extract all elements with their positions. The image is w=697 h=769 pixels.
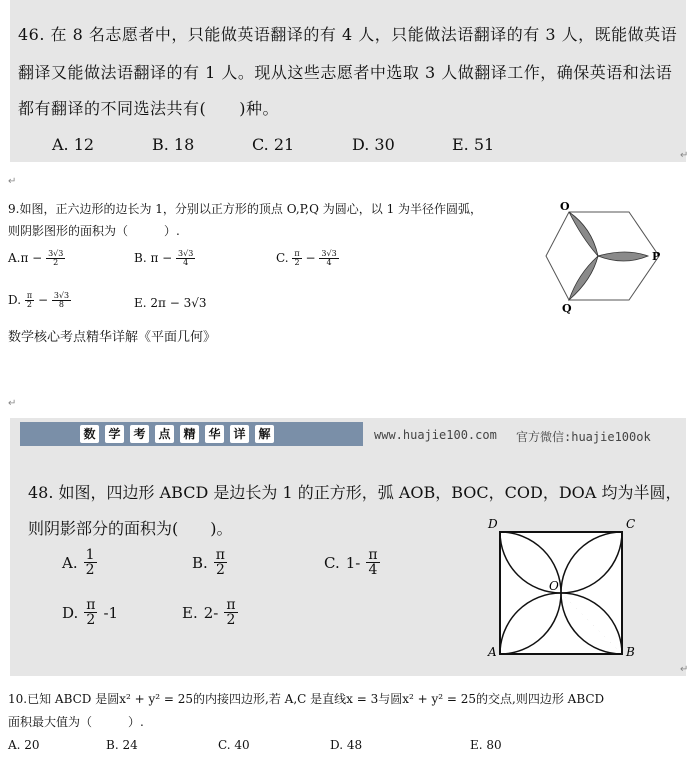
q46-option-d: D. 30 — [352, 135, 395, 154]
question-10-line-1: 10.已知 ABCD 是圆x² + y² = 25的内接四边形,若 A,C 是直线x = 3与圆x² + y² = 25的交点,则四边形 ABCD — [8, 692, 605, 706]
q9-option-b: B. π − $\frac{3√3}{4}$ — [134, 249, 194, 267]
q48-option-b: B. $\frac{\pi}{2}$ — [192, 547, 225, 578]
q10-option-c: C. 40 — [218, 738, 250, 752]
hexagon-figure — [538, 196, 668, 316]
q10-option-e: E. 80 — [470, 738, 502, 752]
q48-option-e: E. 2- $\frac{\pi}{2}$ — [182, 597, 236, 628]
label-o: O — [549, 579, 559, 593]
q46-option-c: C. 21 — [252, 135, 295, 154]
paragraph-mark-icon: ↵ — [680, 664, 689, 675]
site-url: www.huajie100.com — [374, 428, 497, 442]
paragraph-mark-icon: ↵ — [8, 398, 17, 409]
shaded-petal — [569, 256, 598, 300]
label-p: P — [652, 250, 661, 263]
question-46-line-3: 都有翻译的不同选法共有( )种。 — [18, 99, 279, 118]
question-9-line-1: 9.如图，正六边形的边长为 1，分别以正方形的顶点 O,P,Q 为圆心，以 1 为半径作圆弧， — [8, 202, 483, 216]
square-semicircles-figure — [476, 516, 646, 660]
q10-option-a: A. 20 — [8, 738, 40, 752]
question-48-line-1: 48. 如图，四边形 ABCD 是边长为 1 的正方形，弧 AOB，BOC，COD，DOA 均为半圆， — [28, 483, 682, 502]
q9-option-c: C. $\frac{\pi}{2}$ − $\frac{3√3}{4}$ — [276, 249, 337, 267]
q46-option-b: B. 18 — [152, 135, 195, 154]
label-c: C — [626, 517, 636, 531]
q46-option-e: E. 51 — [452, 135, 495, 154]
label-b: B — [626, 645, 635, 659]
question-10-line-2: 面积最大值为（ ）. — [8, 715, 144, 729]
q9-option-a: A.π − $\frac{3√3}{2}$ — [8, 249, 64, 267]
q10-option-b: B. 24 — [106, 738, 138, 752]
q10-option-d: D. 48 — [330, 738, 363, 752]
wechat-id: 官方微信:huajie100ok — [516, 430, 651, 444]
paragraph-mark-icon: ↵ — [8, 176, 17, 187]
question-46-block — [10, 0, 689, 162]
q9-option-e: E. 2π − 3√3 — [134, 296, 207, 310]
banner-title: 数 学 考 点 精 华 详 解 — [80, 425, 320, 443]
question-9-line-2: 则阴影图形的面积为（ ）. — [8, 224, 180, 238]
q9-option-d: D. $\frac{\pi}{2}$ − $\frac{3√3}{8}$ — [8, 291, 70, 309]
q48-option-a: A. $\frac{1}{2}$ — [62, 547, 95, 578]
q48-option-c: C. 1- $\frac{\pi}{4}$ — [324, 547, 378, 578]
question-48-block — [10, 418, 689, 676]
banner-bar — [20, 422, 363, 446]
label-q: Q — [562, 302, 572, 315]
label-d: D — [488, 517, 498, 531]
question-46-line-2: 翻译又能做法语翻译的有 1 人。现从这些志愿者中选取 3 人做翻译工作，确保英语和法语 — [18, 63, 673, 82]
label-a: A — [488, 645, 497, 659]
shaded-petal — [598, 252, 648, 261]
question-46-line-1: 46. 在 8 名志愿者中，只能做英语翻译的有 4 人，只能做法语翻译的有 3 人，既能做英语 — [18, 25, 678, 44]
paragraph-mark-icon: ↵ — [680, 150, 689, 161]
q48-option-d: D. $\frac{\pi}{2}$ -1 — [62, 597, 119, 628]
q46-option-a: A. 12 — [52, 135, 95, 154]
question-48-line-2: 则阴影部分的面积为( )。 — [28, 519, 233, 538]
label-o: O — [560, 200, 570, 213]
shaded-petal — [569, 212, 598, 256]
book-reference: 数学核心考点精华详解《平面几何》 — [8, 330, 217, 345]
